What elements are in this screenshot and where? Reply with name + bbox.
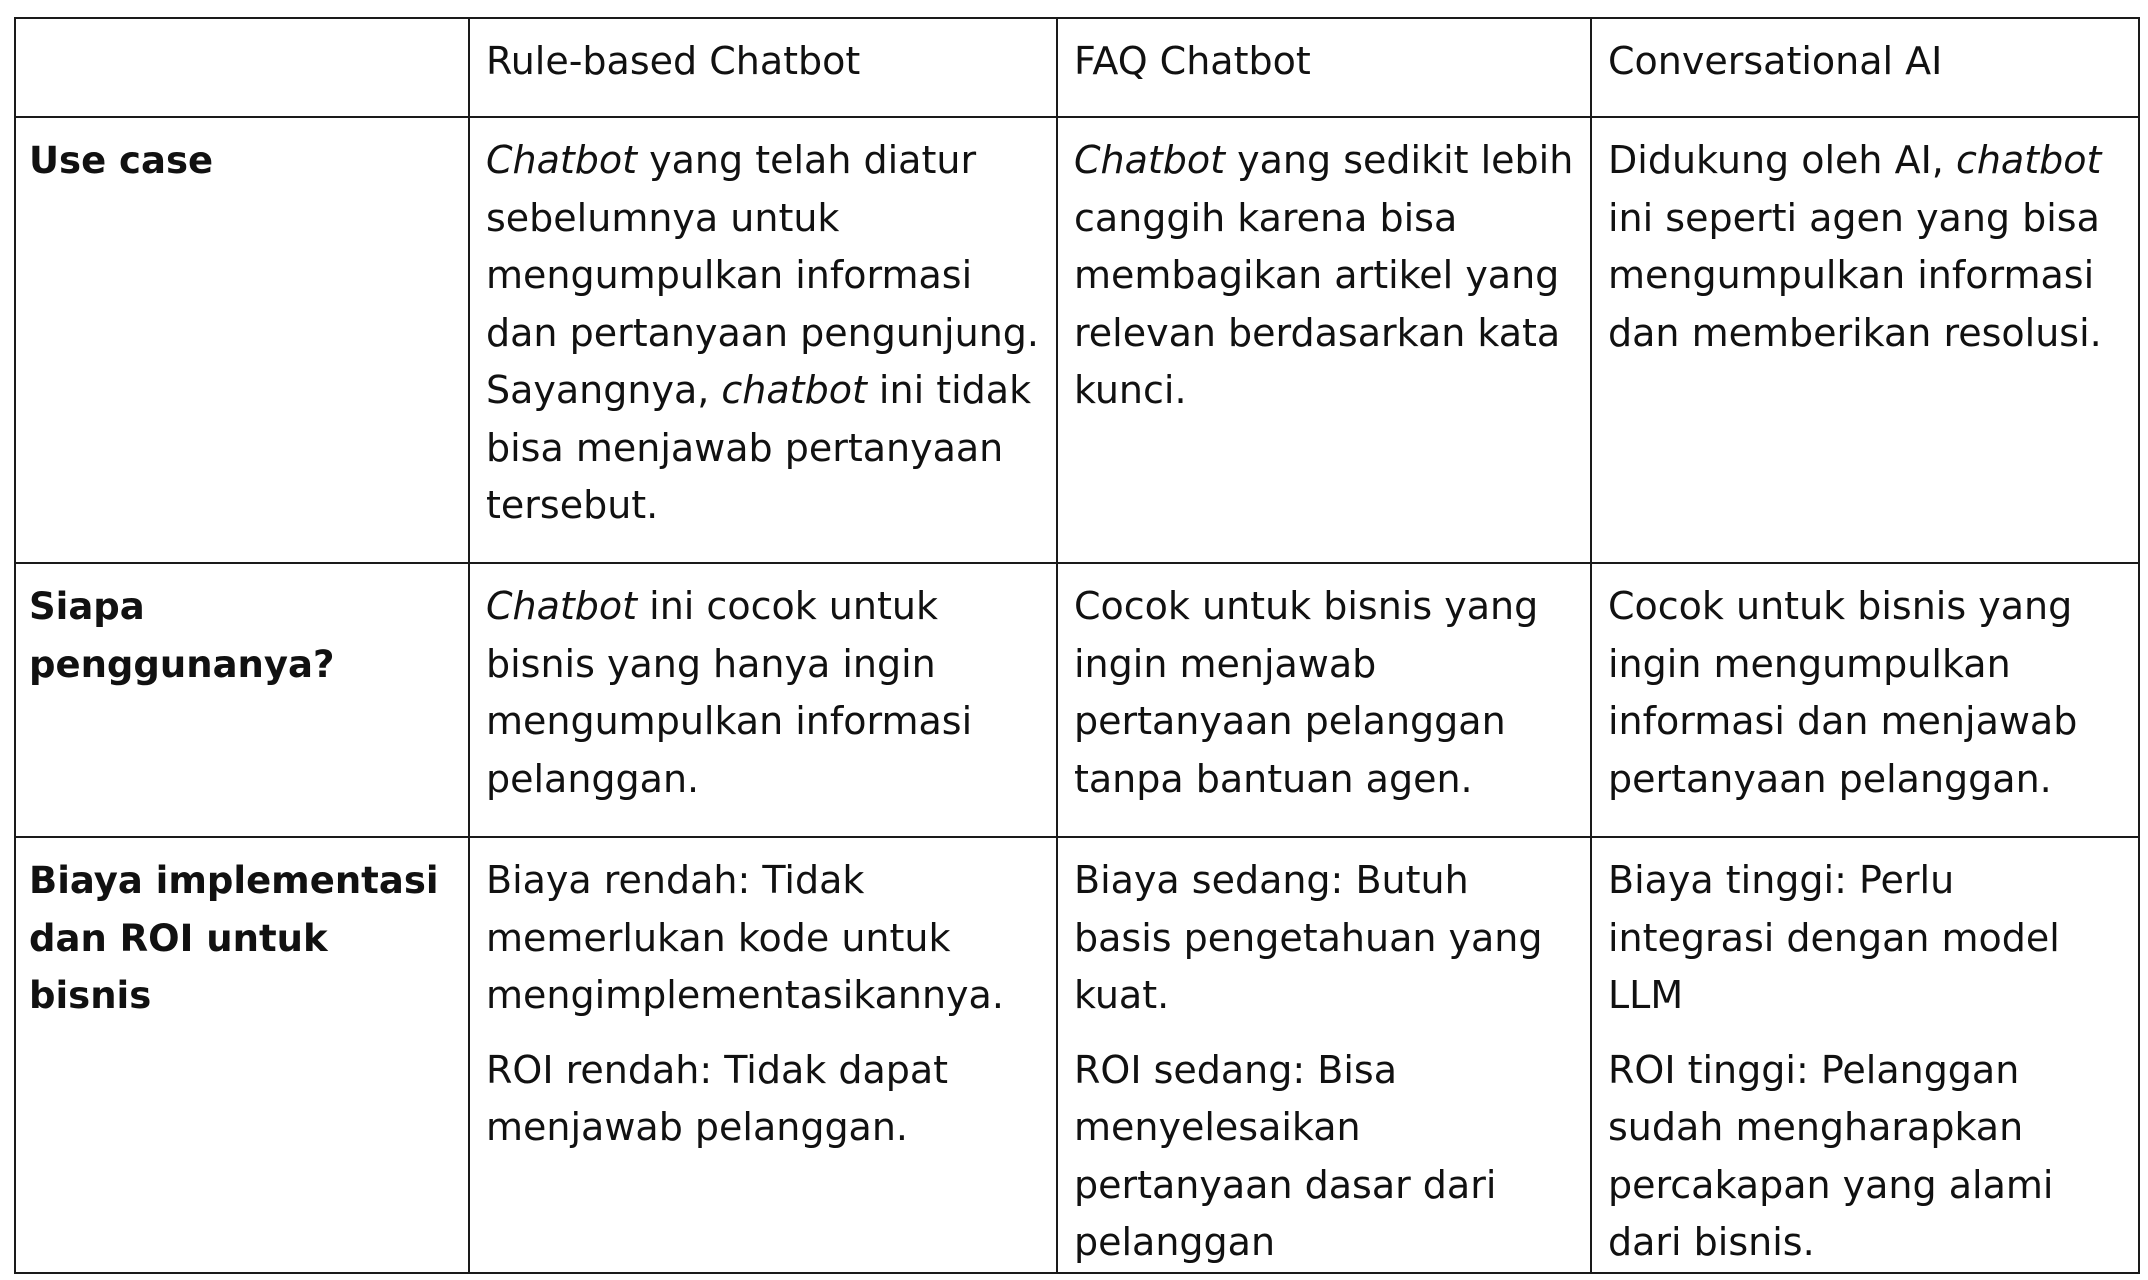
- row-label-cost-roi: Biaya implementasi dan ROI untuk bisnis: [15, 837, 469, 1273]
- table-header-row: [15, 18, 2139, 117]
- cell-text: yang telah diatur sebelumnya untuk mengumpulkan informasi dan pertanyaan pengunjung. Sayangnya,: [486, 138, 1039, 412]
- cell-paragraph: [486, 132, 1042, 535]
- cell-cost-faq: [1057, 837, 1591, 1273]
- header-cell-empty: [15, 18, 469, 117]
- cell-paragraph: [1608, 132, 2124, 362]
- cell-use-case-conversational-ai: [1591, 117, 2139, 563]
- emphasis-text: Chatbot: [1074, 138, 1226, 182]
- cell-paragraph: [486, 578, 1042, 808]
- cell-paragraph-roi: ROI tinggi: Pelanggan sudah mengharapkan percakapan yang alami dari bisnis.: [1608, 1047, 2054, 1264]
- table-row-users: [15, 563, 2139, 837]
- cell-paragraph: [1074, 132, 1576, 420]
- emphasis-text: chatbot: [1955, 138, 2102, 182]
- row-label-users: Siapa penggunanya?: [15, 563, 469, 837]
- cell-paragraph-roi: ROI sedang: Bisa menyelesaikan pertanyaan dasar dari pelanggan: [1074, 1047, 1497, 1264]
- header-cell-conversational-ai: Conversational AI: [1591, 18, 2139, 117]
- table-row-cost-roi: [15, 837, 2139, 1273]
- emphasis-text: Chatbot: [486, 584, 638, 628]
- cell-users-rule-based: [469, 563, 1057, 837]
- row-label-use-case: Use case: [15, 117, 469, 563]
- chatbot-comparison-table: [14, 17, 2140, 1274]
- emphasis-text: chatbot: [721, 368, 867, 412]
- header-cell-faq: FAQ Chatbot: [1057, 18, 1591, 117]
- emphasis-text: Chatbot: [486, 138, 638, 182]
- cell-paragraph-cost: Biaya sedang: Butuh basis pengetahuan yang kuat.: [1074, 858, 1543, 1017]
- cell-paragraph-cost: Biaya tinggi: Perlu integrasi dengan model LLM: [1608, 858, 2060, 1017]
- cell-paragraph-roi: ROI rendah: Tidak dapat menjawab pelanggan.: [486, 1047, 949, 1149]
- cell-text: yang sedikit lebih canggih karena bisa membagikan artikel yang relevan berdasarkan kata kunci.: [1074, 138, 1574, 412]
- cell-cost-rule-based: [469, 837, 1057, 1273]
- header-cell-rule-based: Rule-based Chatbot: [469, 18, 1057, 117]
- cell-paragraph-cost: Biaya rendah: Tidak memerlukan kode untuk mengimplementasikannya.: [486, 858, 1004, 1017]
- cell-text: ini tidak bisa menjawab pertanyaan tersebut.: [486, 368, 1032, 527]
- cell-text: Didukung oleh AI,: [1608, 138, 1956, 182]
- cell-paragraph: Cocok untuk bisnis yang ingin menjawab pertanyaan pelanggan tanpa bantuan agen.: [1074, 584, 1539, 801]
- cell-use-case-faq: [1057, 117, 1591, 563]
- cell-users-conversational-ai: [1591, 563, 2139, 837]
- cell-text: ini seperti agen yang bisa mengumpulkan informasi dan memberikan resolusi.: [1608, 195, 2102, 355]
- cell-paragraph: Cocok untuk bisnis yang ingin mengumpulkan informasi dan menjawab pertanyaan pelanggan.: [1608, 584, 2078, 801]
- cell-text: ini cocok untuk bisnis yang hanya ingin mengumpulkan informasi pelanggan.: [486, 584, 973, 801]
- comparison-table-wrapper: [14, 17, 2140, 1274]
- cell-cost-conversational-ai: [1591, 837, 2139, 1273]
- table-row-use-case: [15, 117, 2139, 563]
- cell-users-faq: [1057, 563, 1591, 837]
- cell-use-case-rule-based: [469, 117, 1057, 563]
